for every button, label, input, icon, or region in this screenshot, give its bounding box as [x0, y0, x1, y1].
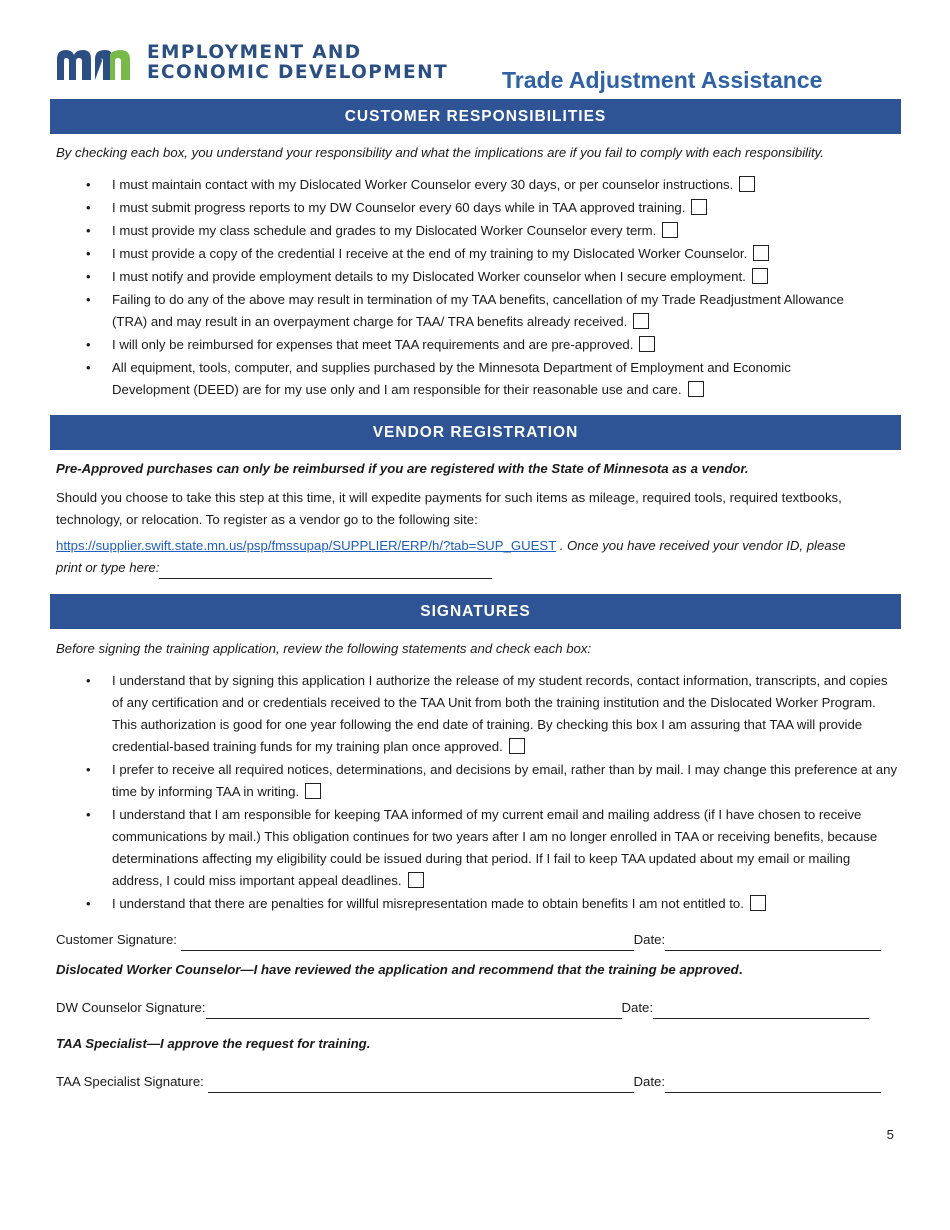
customer-date-label: Date: [633, 932, 666, 947]
counselor-statement-text: Dislocated Worker Counselor—I have reviewed the application and recommend that the training be approved [56, 962, 739, 977]
list-item-text: I prefer to receive all required notices, determinations, and decisions by email, rather than by mail. I may change this preference at any time by informing TAA in writing. [112, 762, 898, 799]
checkbox[interactable] [688, 381, 704, 397]
list-item-text: I will only be reimbursed for expenses that meet TAA requirements and are pre-approved. [112, 337, 634, 352]
list-item [56, 174, 901, 196]
signatures-list [56, 670, 901, 915]
checkbox[interactable] [633, 313, 649, 329]
checkbox[interactable] [408, 872, 424, 888]
document-title: Trade Adjustment Assistance [502, 67, 823, 93]
list-item [56, 197, 901, 219]
list-item [56, 893, 901, 915]
specialist-signature-field[interactable] [208, 1077, 634, 1093]
list-item-text: I must provide a copy of the credential I receive at the end of my training to my Dislocated Worker Counselor. [112, 246, 748, 261]
list-item [56, 334, 901, 356]
section-header-responsibilities: CUSTOMER RESPONSIBILITIES [50, 99, 901, 134]
list-item-text: I understand that by signing this application I authorize the release of my student records, contact information, transcripts, and copies of any certification and or credentials received to the TAA Unit from both the training institution and the Dislocated Worker Program. This authorization is good for one year following the end date of training. By checking this box I am assuring that TAA will provide credential-based training funds for my training plan once approved. [112, 673, 888, 754]
checkbox[interactable] [305, 783, 321, 799]
list-item-text: All equipment, tools, computer, and supplies purchased by the Minnesota Department of Employment and Economic Development (DEED) are for my use only and I am responsible for their reasonable use and care. [112, 360, 791, 397]
list-item-text: I must submit progress reports to my DW Counselor every 60 days while in TAA approved training. [112, 200, 686, 215]
page-number: 5 [886, 1127, 894, 1142]
list-item [56, 759, 901, 803]
vendor-body: Should you choose to take this step at this time, it will expedite payments for such items as mileage, required tools, required textbooks, technology, or relocation. To register as a vendor go to the following site: [56, 490, 842, 527]
counselor-statement [56, 959, 742, 981]
counselor-statement-period: . [738, 962, 743, 977]
specialist-statement: TAA Specialist—I approve the request for training. [56, 1036, 371, 1051]
list-item [56, 220, 901, 242]
list-item [56, 670, 901, 758]
list-item-text: I must notify and provide employment details to my Dislocated Worker counselor when I secure employment. [112, 269, 746, 284]
counselor-signature-row [56, 997, 869, 1019]
section-header-vendor: VENDOR REGISTRATION [50, 415, 901, 450]
list-item-text: Failing to do any of the above may result in termination of my TAA benefits, cancellation of my Trade Readjustment Allowance (TRA) and may result in an overpayment charge for TAA/ TRA benefits already received. [112, 292, 844, 329]
list-item [56, 804, 901, 892]
checkbox[interactable] [509, 738, 525, 754]
checkbox[interactable] [752, 268, 768, 284]
counselor-signature-field[interactable] [206, 1003, 622, 1019]
specialist-date-label: Date: [633, 1074, 666, 1089]
list-item-text: I understand that I am responsible for keeping TAA informed of my current email and mailing address (if I have chosen to receive communications by mail.) This obligation continues for two years after I am no longer enrolled in TAA or receiving benefits, because determinations affecting my eligibility could be issued during that period. If I fail to keep TAA updated about my email or mailing address, I could miss important appeal deadlines. [112, 807, 878, 888]
specialist-signature-row [56, 1071, 881, 1093]
specialist-date-field[interactable] [665, 1077, 881, 1093]
customer-signature-row [56, 929, 881, 951]
customer-signature-field[interactable] [181, 935, 634, 951]
counselor-date-label: Date: [621, 1000, 654, 1015]
customer-signature-label: Customer Signature: [56, 932, 177, 947]
vendor-id-row [56, 557, 492, 579]
list-item [56, 243, 901, 265]
mn-logo-icon [55, 46, 137, 80]
org-name-line1: EMPLOYMENT AND [147, 42, 362, 63]
customer-date-field[interactable] [665, 935, 881, 951]
vendor-id-field[interactable] [159, 563, 492, 579]
counselor-signature-label: DW Counselor Signature: [56, 1000, 206, 1015]
list-item-text: I must provide my class schedule and grades to my Dislocated Worker Counselor every term. [112, 223, 657, 238]
list-item [56, 289, 847, 333]
checkbox[interactable] [739, 176, 755, 192]
checkbox[interactable] [691, 199, 707, 215]
vendor-after-link: . Once you have received your vendor ID, please [559, 538, 846, 553]
section-header-signatures: SIGNATURES [50, 594, 901, 629]
list-item-text: I must maintain contact with my Dislocated Worker Counselor every 30 days, or per counselor instructions. [112, 177, 734, 192]
list-item-text: I understand that there are penalties for willful misrepresentation made to obtain benefits I am not entitled to. [112, 896, 744, 911]
vendor-registration-link[interactable]: https://supplier.swift.state.mn.us/psp/fmssupap/SUPPLIER/ERP/h/?tab=SUP_GUEST [56, 538, 557, 553]
vendor-link-line [56, 535, 846, 557]
checkbox[interactable] [750, 895, 766, 911]
checkbox[interactable] [753, 245, 769, 261]
counselor-date-field[interactable] [653, 1003, 869, 1019]
list-item [56, 266, 901, 288]
deed-logo [55, 42, 450, 86]
responsibilities-intro: By checking each box, you understand your responsibility and what the implications are if you fail to comply with each responsibility. [56, 145, 824, 160]
vendor-id-label: print or type here: [56, 560, 160, 575]
signatures-intro: Before signing the training application, review the following statements and check each box: [56, 641, 592, 656]
specialist-signature-label: TAA Specialist Signature: [56, 1074, 204, 1089]
checkbox[interactable] [662, 222, 678, 238]
list-item [56, 357, 872, 401]
checkbox[interactable] [639, 336, 655, 352]
vendor-notice: Pre-Approved purchases can only be reimbursed if you are registered with the State of Minnesota as a vendor. [56, 461, 749, 476]
org-name-line2: ECONOMIC DEVELOPMENT [147, 62, 448, 83]
responsibilities-list [56, 174, 901, 401]
